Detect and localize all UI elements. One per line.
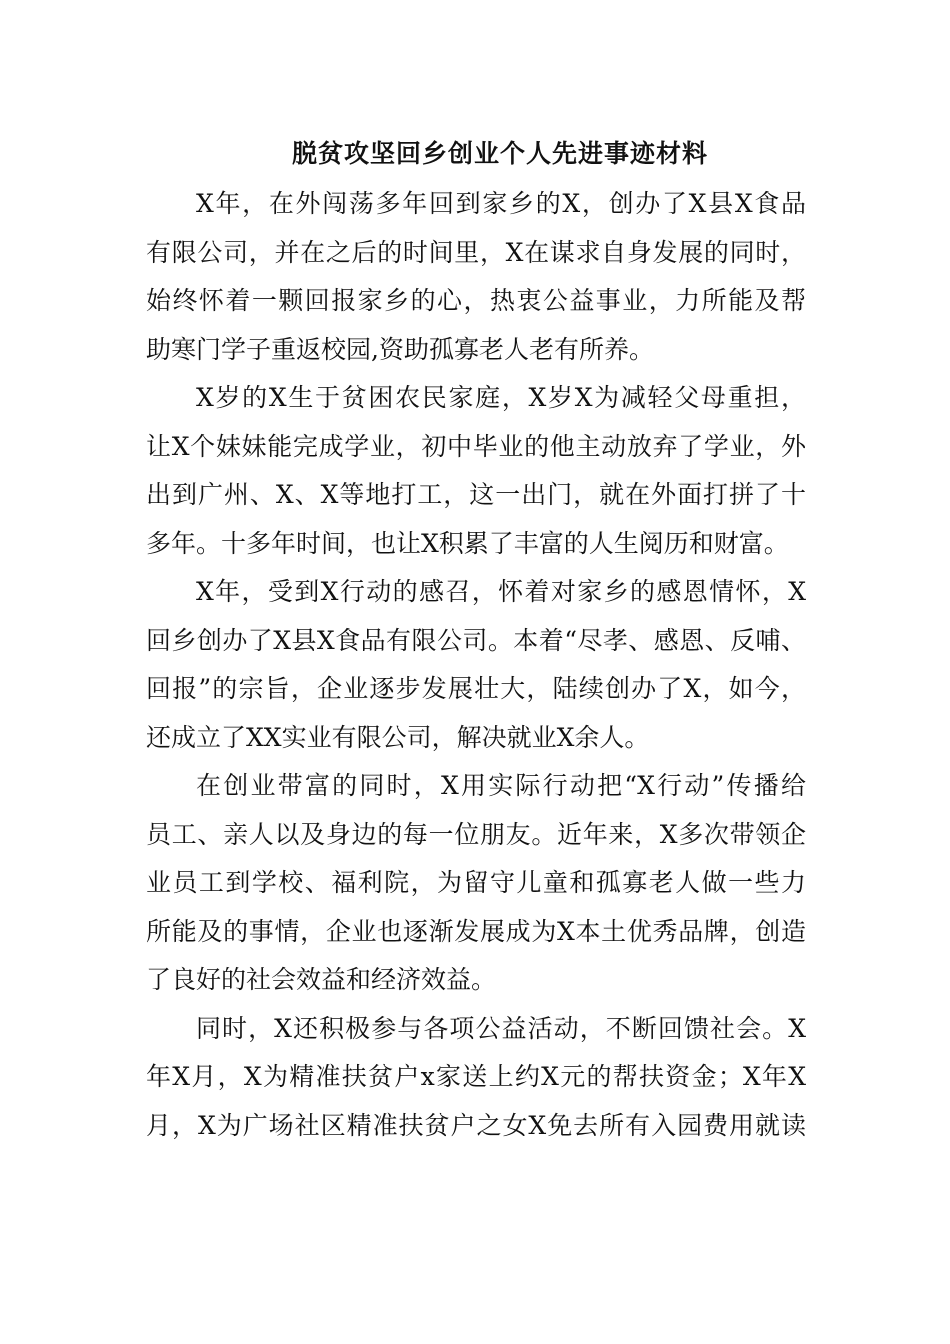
paragraph-line: 年X月，X为精准扶贫户x家送上约X元的帮扶资金；X年X [146, 1062, 806, 1091]
paragraph-line: 让X个妹妹能完成学业，初中毕业的他主动放弃了学业，外 [146, 431, 806, 461]
paragraph-2 [146, 374, 806, 568]
paragraph-line: 还成立了XX实业有限公司，解决就业X余人。 [146, 722, 650, 752]
paragraph-line: 同时，X还积极参与各项公益活动，不断回馈社会。X [196, 1013, 806, 1043]
paragraph-line: 业员工到学校、福利院，为留守儿童和孤寡老人做一些力 [146, 868, 806, 897]
paragraph-line: X年，受到X行动的感召，怀着对家乡的感恩情怀，X [196, 577, 806, 606]
paragraph-line: 多年。十多年时间，也让X积累了丰富的人生阅历和财富。 [146, 528, 789, 558]
paragraph-line: 始终怀着一颗回报家乡的心，热衷公益事业，力所能及帮 [146, 286, 806, 315]
paragraph-line: X岁的X生于贫困农民家庭，X岁X为减轻父母重担， [196, 383, 806, 412]
paragraph-line: 回报”的宗旨，企业逐步发展壮大，陆续创办了X，如今， [146, 674, 806, 703]
paragraph-line: 了良好的社会效益和经济效益。 [146, 965, 497, 994]
paragraph-1 [146, 180, 806, 374]
document-title: 脱贫攻坚回乡创业个人先进事迹材料 [291, 139, 708, 168]
paragraph-line: 助寒门学子重返校园,资助孤寡老人老有所养。 [146, 334, 654, 364]
paragraph-line: X年，在外闯荡多年回到家乡的X，创办了X县X食品 [196, 189, 806, 218]
paragraph-line: 出到广州、X、X等地打工，这一出门，就在外面打拼了十 [146, 480, 806, 509]
paragraph-line: 有限公司，并在之后的时间里，X在谋求自身发展的同时， [146, 237, 806, 267]
paragraph-line: 在创业带富的同时，X用实际行动把“X行动”传播给 [196, 771, 806, 800]
paragraph-line: 员工、亲人以及身边的每一位朋友。近年来，X多次带领企 [146, 819, 806, 849]
document-body [146, 180, 806, 1150]
paragraph-4 [146, 762, 806, 1005]
paragraph-3 [146, 568, 806, 762]
paragraph-line: 月，X为广场社区精准扶贫户之女X免去所有入园费用就读 [146, 1110, 806, 1140]
paragraph-line: 回乡创办了X县X食品有限公司。本着“尽孝、感恩、反哺、 [146, 625, 806, 655]
paragraph-5 [146, 1005, 806, 1151]
paragraph-line: 所能及的事情，企业也逐渐发展成为X本土优秀品牌，创造 [146, 916, 806, 946]
